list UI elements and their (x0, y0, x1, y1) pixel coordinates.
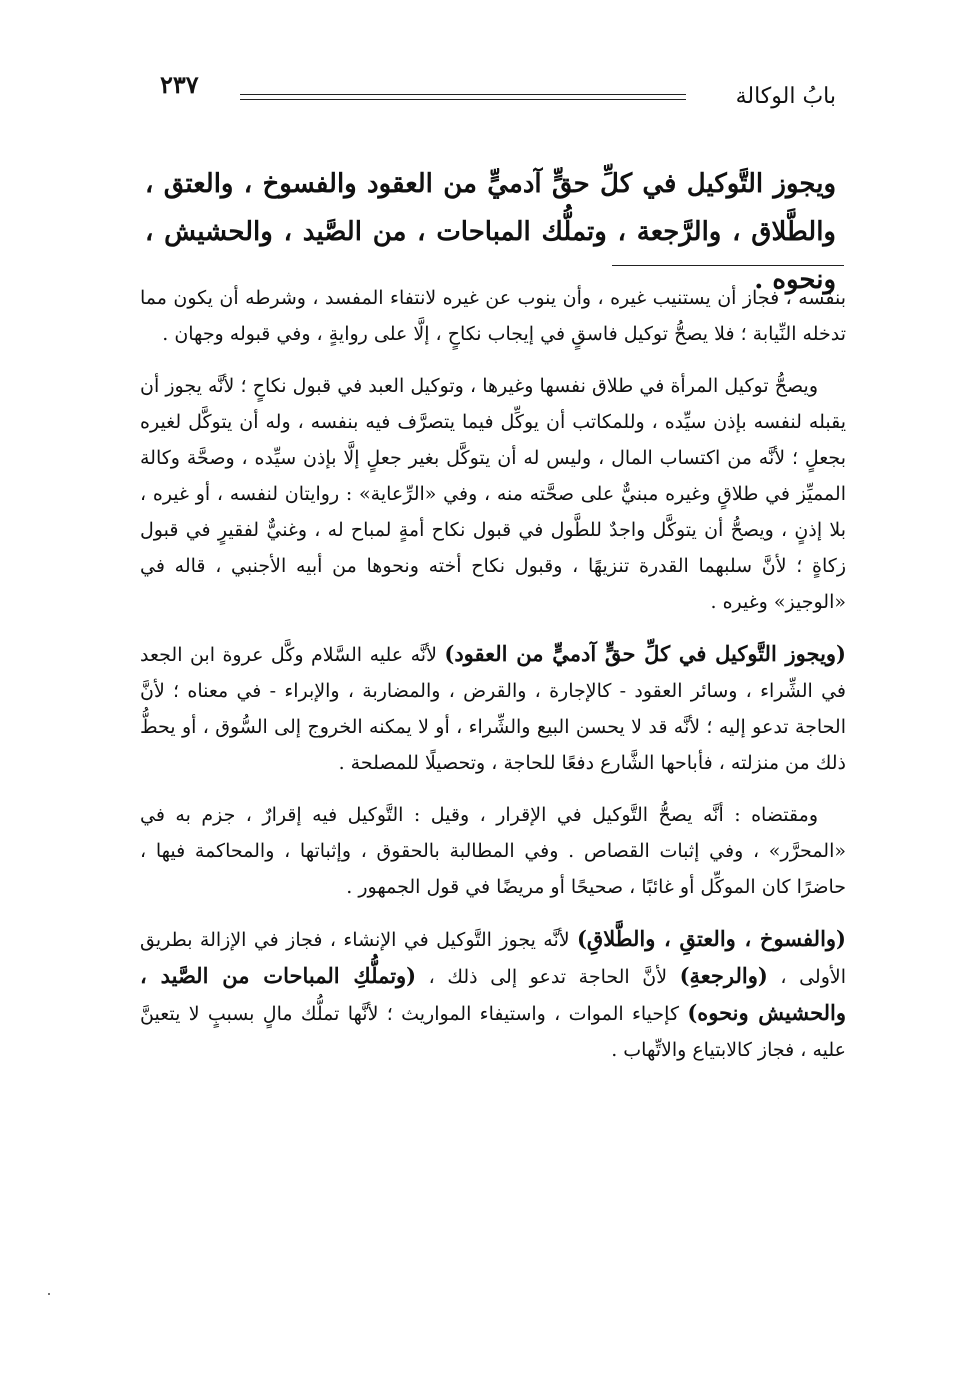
header-rule (240, 94, 686, 95)
scan-speck (48, 1293, 50, 1295)
commentary-paragraph-3 (140, 636, 846, 781)
commentary-paragraph-1: بنفسه ، فجاز أن يستنيب غيره ، وأن ينوب عن غيره لانتفاء المفسد ، وشرطه أن يكون مما تدخله النِّيابة ؛ فلا يصحُّ توكيل فاسقٍ في إيجاب نكاحٍ ، إلَّا على روايةٍ ، وفي قبوله وجهان . (140, 287, 846, 345)
quoted-matn: (والرجعةِ) (679, 963, 768, 988)
commentary-paragraph-2: ويصحُّ توكيل المرأة في طلاق نفسها وغيرها ، وتوكيل العبد في قبول نكاحٍ ؛ لأنَّه يجوز أن يقبله لنفسه بإذن سيِّده ، وللمكاتب أن يوكِّل فيما يتصرَّف فيه بنفسه ، وله أن يتوكَّل لغيره بجعلٍ ؛ لأنَّه من اكتساب المال ، وليس له أن يتوكَّل بغير جعلٍ إلَّا بإذن سيِّده ، وصحَّة وكالة المميِّز في طلاقٍ وغيره مبنيٌّ على صحَّته منه ، وفي «الرِّعاية» : روايتان لنفسه ، أو غيره ، بلا إذنٍ ، ويصحُّ أن يتوكَّل واجدٌ للطَّول في قبول نكاح أمةٍ لمباح له ، وغنيٌّ لفقيرٍ في قبول زكاةٍ ؛ لأنَّ سلبهما القدرة تنزيهًا ، وقبول نكاح أخته ونحوها من أبيه الأجنبي ، قاله في «الوجيز» وغيره . (140, 375, 846, 613)
quoted-matn: (ويجوز التَّوكيل في كلِّ حقٍّ آدميٍّ من العقود) (444, 641, 846, 666)
commentary-text: لأنَّه يجوز التَّوكيل في الإنشاء ، فجاز في الإزالة بطريق الأولى ، (140, 929, 846, 988)
chapter-title: بابُ الوكالة (735, 84, 836, 109)
commentary-text: لأنَّه عليه السَّلام وكَّل عروة ابن الجعد في الشِّراء ، وسائر العقود - كالإجارة ، والقرض ، والمضاربة ، والإبراء - في معناه ؛ لأنَّ الحاجة تدعو إليه ؛ لأنَّه قد لا يحسن البيع والشِّراء ، أو لا يمكنه الخروج إلى السُّوق ، أو يحطُّ ذلك من منزلته ، فأباحها الشَّارع دفعًا للحاجة ، وتحصيلًا للمصلحة . (140, 644, 846, 774)
header-rule-second (240, 99, 686, 100)
commentary-paragraph-5 (140, 921, 846, 1068)
commentary (140, 280, 846, 1084)
commentary-text: لأنَّ الحاجة تدعو إلى ذلك ، (416, 966, 680, 988)
page-header (160, 58, 836, 118)
quoted-matn: (والفسوخ ، والعتقِ ، والطَّلاقِ) (576, 926, 846, 951)
footnote-separator (612, 265, 844, 266)
commentary-text: كإحياء الموات ، واستيفاء المواريث ؛ لأنَّها تملُّك مالٍ بسببٍ لا يتعينَّ عليه ، فجاز كالابتياع والاتِّهاب . (140, 1003, 846, 1061)
quoted-matn: (وتملُّكِ المباحات من الصَّيد ، والحشيش ونحوه) (140, 963, 846, 1025)
main-text: ويجوز التَّوكيل في كلِّ حقٍّ آدميٍّ من العقود والفسوخ ، والعتق ، والطَّلاق ، والرَّجعة ، وتملُّك المباحات ، من الصَّيد ، والحشيش ، ونحوه . (145, 169, 836, 295)
page-number: ٢٣٧ (160, 70, 199, 99)
commentary-paragraph-4: ومقتضاه : أنَّه يصحُّ التَّوكيل في الإقرار ، وقيل : التَّوكيل فيه إقرارٌ ، جزم به في «المحرَّر» ، وفي إثبات القصاص . وفي المطالبة بالحقوق ، وإثباتها ، والمحاكمة فيها ، حاضرًا كان الموكِّل أو غائبًا ، صحيحًا أو مريضًا في قول الجمهور . (140, 804, 846, 898)
